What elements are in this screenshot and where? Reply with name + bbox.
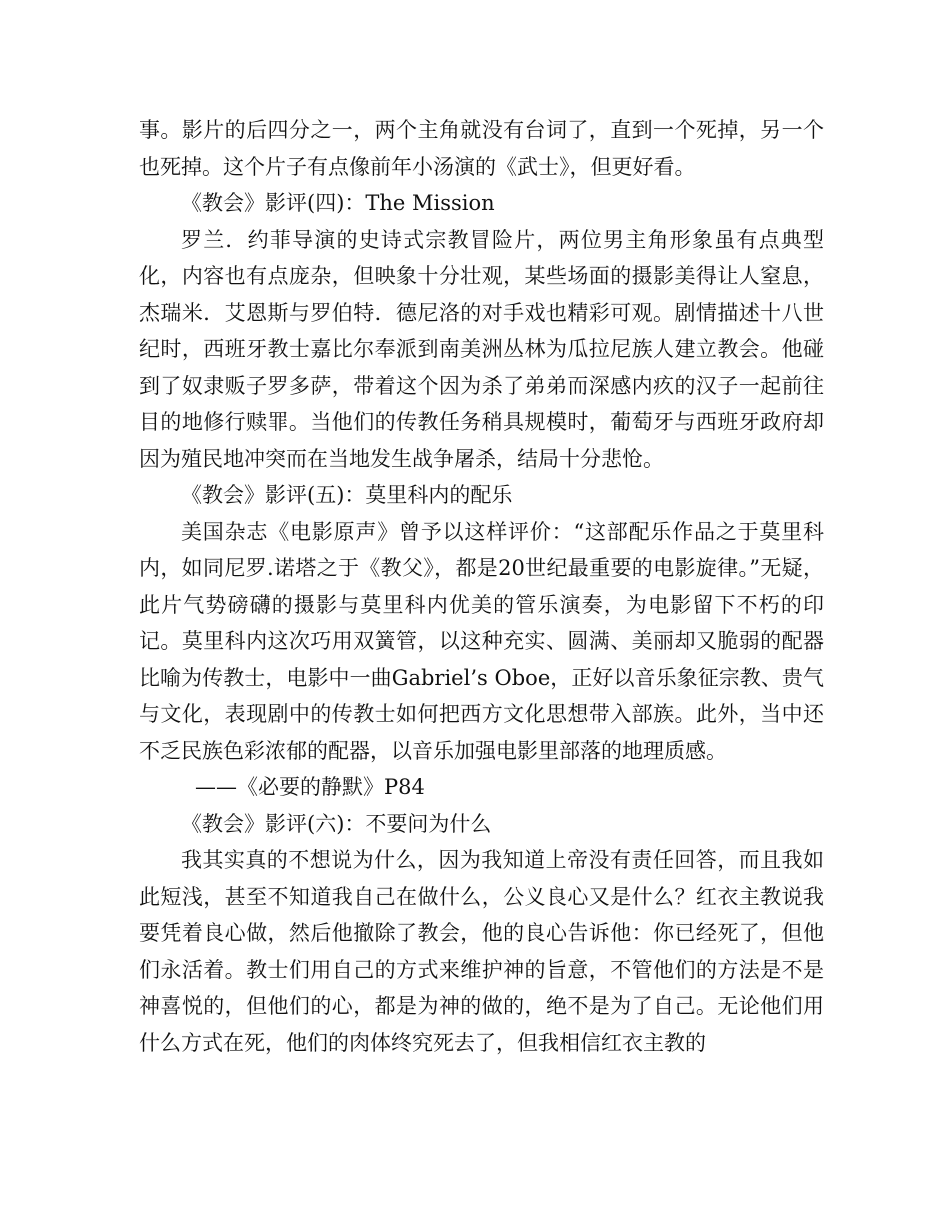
document-body (139, 112, 824, 1061)
section-heading-5: 《教会》影评(五)：莫里科内的配乐 (181, 483, 513, 507)
section-heading-6: 《教会》影评(六)：不要问为什么 (181, 811, 492, 836)
paragraph-review-4: 罗兰．约菲导演的史诗式宗教冒险片，两位男主角形象虽有点典型化，内容也有点庞杂，但映象十分壮观，某些场面的摄影美得让人窒息，杰瑞米．艾恩斯与罗伯特．德尼洛的对手戏也精彩可观。剧情描述十八世纪时，西班牙教士嘉比尔奉派到南美洲丛林为瓜拉尼族人建立教会。他碰到了奴隶贩子罗多萨，带着这个因为杀了弟弟而深感内疚的汉子一起前往目的地修行赎罪。当他们的传教任务稍具规模时，葡萄牙与西班牙政府却因为殖民地冲突而在当地发生战争屠杀，结局十分悲怆。 (139, 227, 824, 471)
paragraph-continuation: 事。影片的后四分之一，两个主角就没有台词了，直到一个死掉，另一个也死掉。这个片子有点像前年小汤演的《武士》，但更好看。 (139, 118, 824, 179)
section-heading-4: 《教会》影评(四)：The Mission (181, 191, 495, 215)
paragraph-review-5: 美国杂志《电影原声》曾予以这样评价：“这部配乐作品之于莫里科内，如同尼罗.诺塔之于《教父》，都是20世纪最重要的电影旋律。”无疑，此片气势磅礴的摄影与莫里科内优美的管乐演奏，为电影留下不朽的印记。莫里科内这次巧用双簧管，以这种充实、圆满、美丽却又脆弱的配器比喻为传教士，电影中一曲Gabriel’s Oboe，正好以音乐象征宗教、贵气与文化，表现剧中的传教士如何把西方文化思想带入部族。此外，当中还不乏民族色彩浓郁的配器，以音乐加强电影里部落的地理质感。 (139, 519, 824, 763)
source-citation: ——《必要的静默》P84 (195, 775, 425, 799)
paragraph-review-6: 我其实真的不想说为什么，因为我知道上帝没有责任回答，而且我如此短浅，甚至不知道我自己在做什么，公义良心又是什么？红衣主教说我要凭着良心做，然后他撤除了教会，他的良心告诉他：你已经死了，但他们永活着。教士们用自己的方式来维护神的旨意，不管他们的方法是不是神喜悦的，但他们的心，都是为神的做的，绝不是为了自己。无论他们用什么方式在死，他们的肉体终究死去了，但我相信红衣主教的 (139, 848, 824, 1055)
